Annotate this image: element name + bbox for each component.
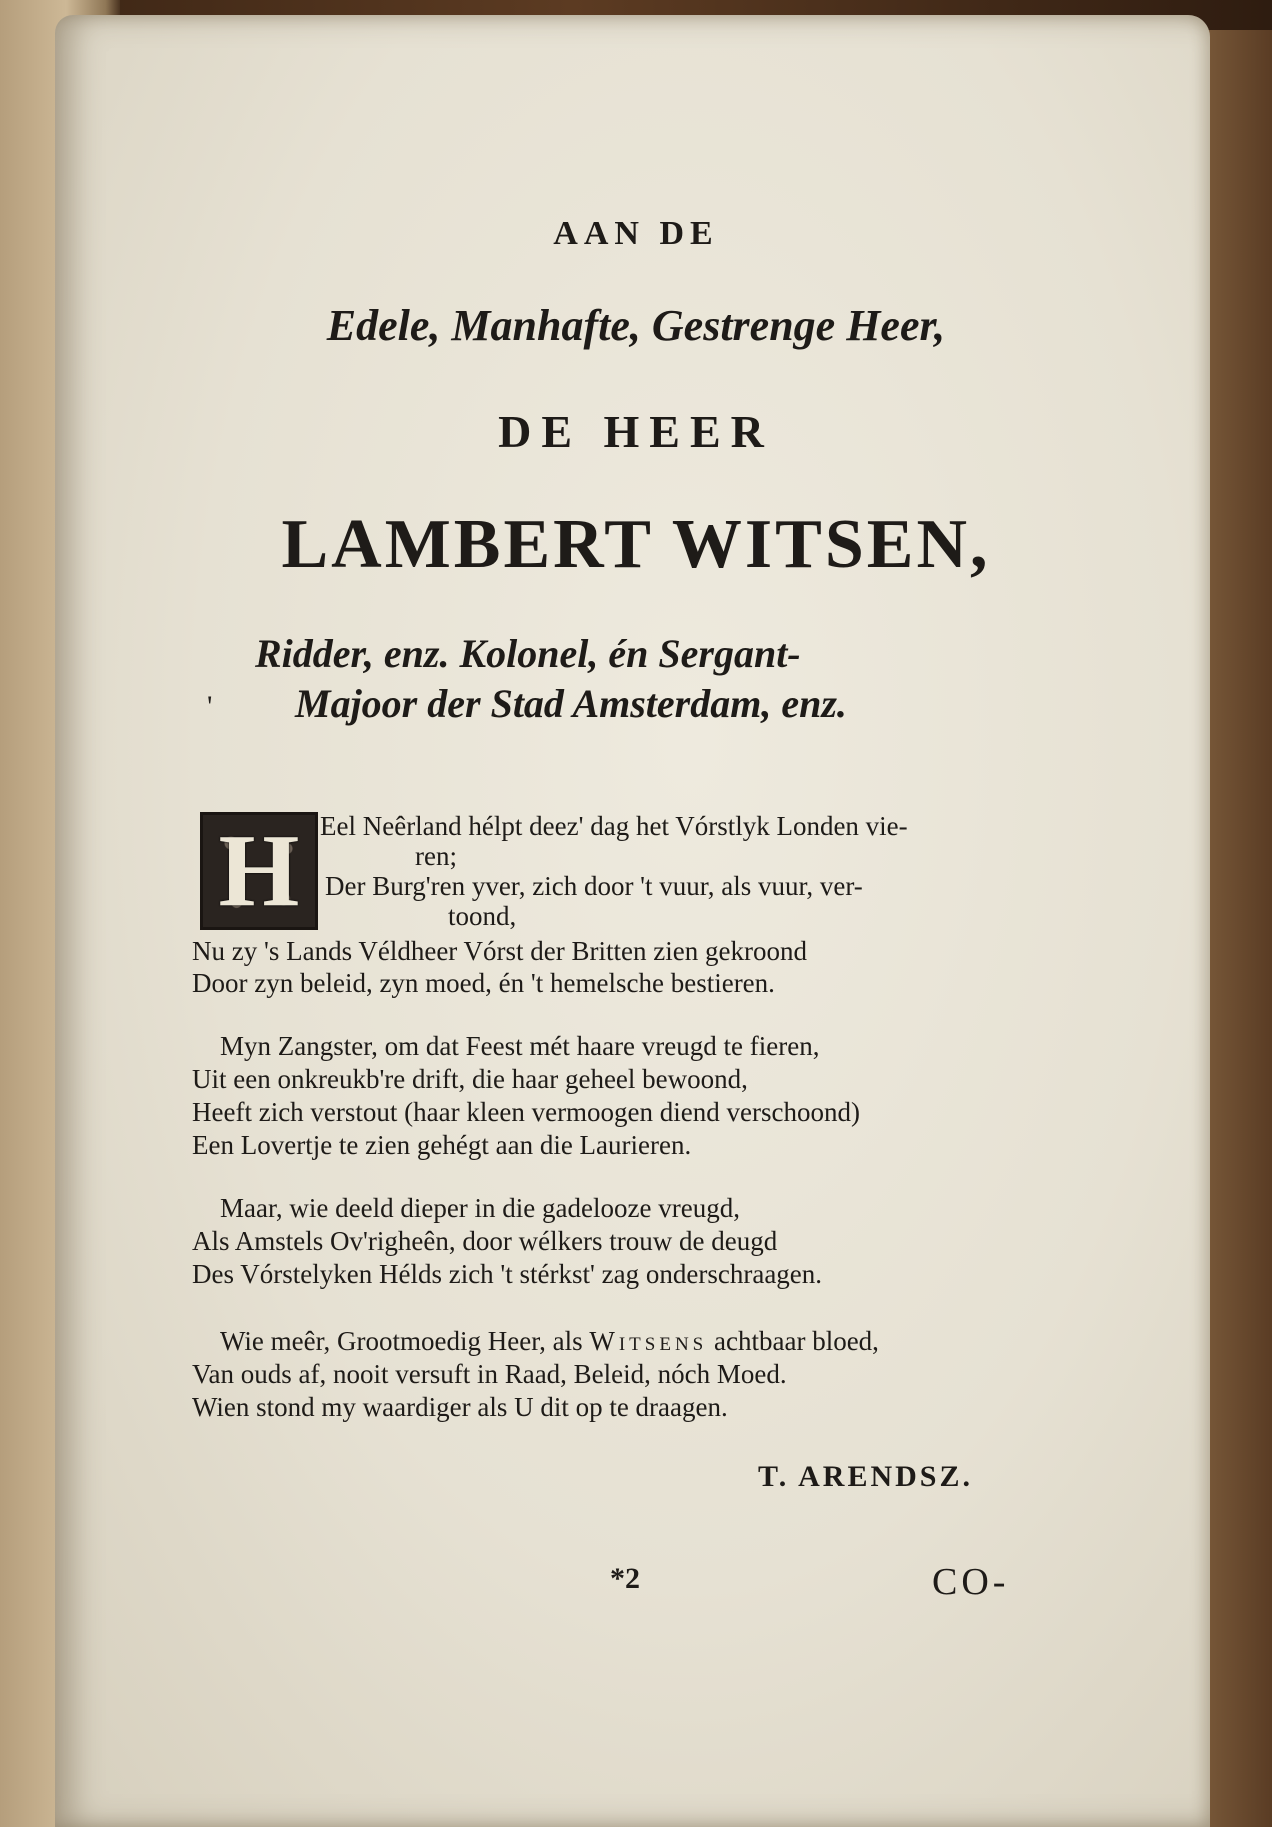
stanza2-line: Een Lovertje te zien gehégt aan die Laurieren.: [192, 1130, 692, 1160]
stanza4-text: achtbaar bloed,: [707, 1326, 879, 1356]
stanza4-line: Van ouds af, nooit versuft in Raad, Beleid, nóch Moed.: [192, 1359, 787, 1389]
stanza2-line: Heeft zich verstout (haar kleen vermoogen diend verschoond): [192, 1097, 860, 1127]
heading-honorifics: Edele, Manhafte, Gestrenge Heer,: [326, 301, 946, 350]
stanza4-name-caps: Witsens: [589, 1326, 708, 1356]
stanza2-line: Myn Zangster, om dat Feest mét haare vreugd te fieren,: [220, 1031, 820, 1061]
dedicatee-title-line-2: Majoor der Stad Amsterdam, enz.: [295, 681, 847, 726]
catchword: CO-: [932, 1561, 1010, 1603]
stanza4-text: Wie meêr, Grootmoedig Heer, als: [220, 1326, 590, 1356]
dedicatee-name: LAMBERT WITSEN,: [281, 506, 991, 583]
stanza1-line: Nu zy 's Lands Véldheer Vórst der Britten zien gekroond: [192, 936, 807, 966]
stanza1-line: Der Burg'ren yver, zich door 't vuur, als vuur, ver-: [325, 871, 863, 901]
stanza1-line: ren;: [415, 841, 457, 871]
stanza1-line: toond,: [448, 901, 517, 931]
dedicatee-title-line-1: Ridder, enz. Kolonel, én Sergant-: [255, 631, 801, 676]
stanza2-line: Uit een onkreukb're drift, die haar geheel bewoond,: [192, 1064, 748, 1094]
heading-de-heer: DE HEER: [498, 406, 774, 457]
stanza3-line: Des Vórstelyken Hélds zich 't stérkst' zag onderschraagen.: [192, 1259, 823, 1289]
stanza3-line: Als Amstels Ov'righeên, door wélkers trouw de deugd: [192, 1226, 778, 1256]
stanza3-line: Maar, wie deeld dieper in die gadelooze vreugd,: [220, 1193, 740, 1223]
stanza1-line: Door zyn beleid, zyn moed, én 't hemelsche bestieren.: [192, 968, 775, 998]
decorated-initial: [200, 812, 318, 930]
stanza4-line: Wien stond my waardiger als U dit op te draagen.: [192, 1392, 728, 1422]
stanza4-line: [220, 1325, 879, 1357]
heading-aan-de: AAN DE: [553, 215, 719, 252]
initial-letter: H: [218, 813, 300, 928]
author-signature: T. ARENDSZ.: [758, 1460, 973, 1493]
stray-mark: ': [207, 690, 213, 723]
stanza1-line: Eel Neêrland hélpt deez' dag het Vórstlyk Londen vie-: [320, 811, 908, 841]
signature-mark: *2: [610, 1562, 640, 1595]
